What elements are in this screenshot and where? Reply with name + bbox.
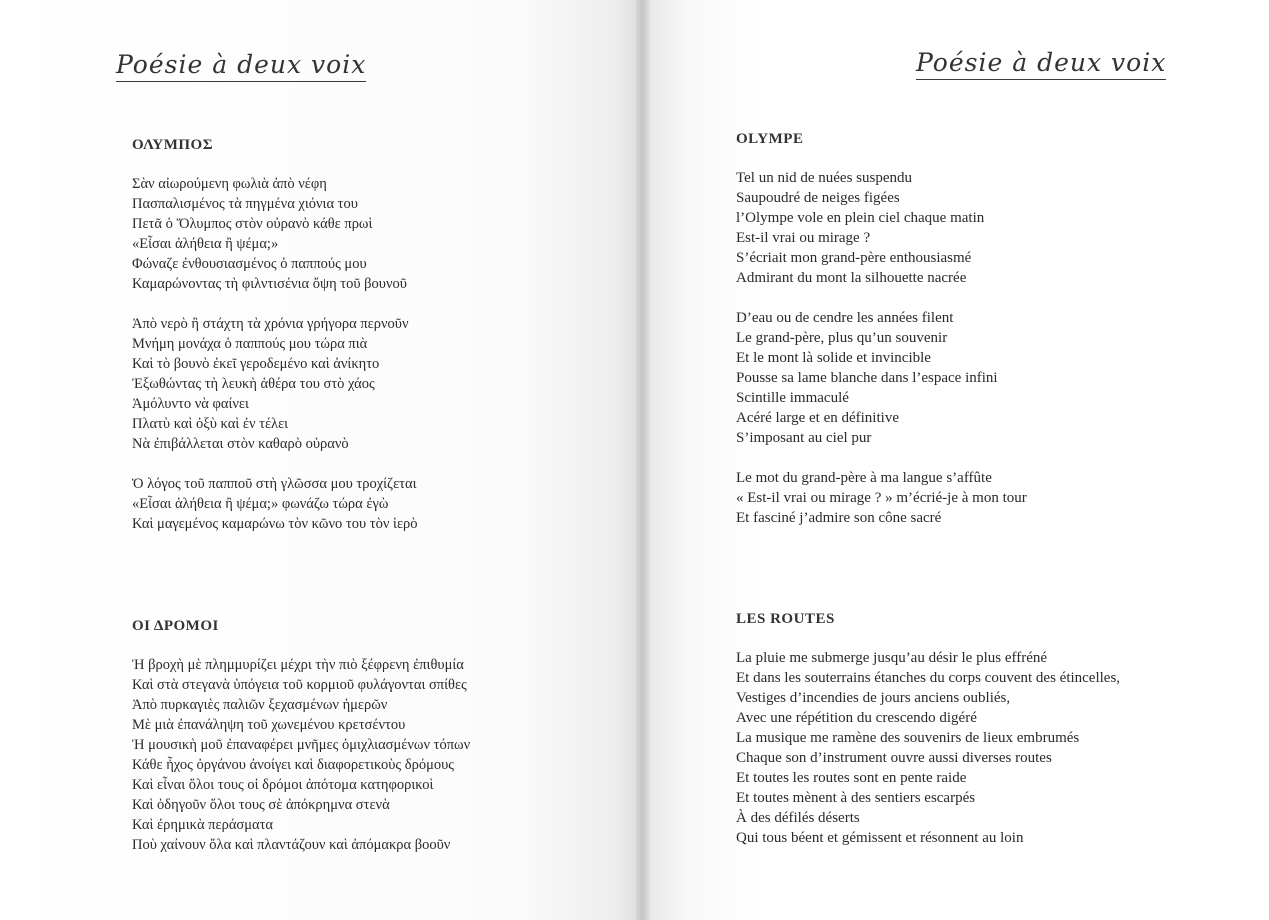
- poem-line: Avec une répétition du crescendo digéré: [736, 710, 977, 726]
- poem-line: Πετᾶ ὁ Ὄλυμπος στὸν οὐρανὸ κάθε πρωὶ: [132, 216, 373, 232]
- stanza: [132, 314, 418, 454]
- poem-line: D’eau ou de cendre les années filent: [736, 310, 954, 326]
- poem-line: Ἡ μουσικὴ μοῦ ἐπαναφέρει μνῆμες ὁμιχλιασμένων τόπων: [132, 737, 471, 753]
- poem-line: Καὶ ὁδηγοῦν ὅλοι τους σὲ ἀπόκρημνα στενὰ: [132, 797, 390, 813]
- stanza: [736, 468, 1027, 528]
- poem-line: Καὶ ἐρημικὰ περάσματα: [132, 817, 274, 833]
- poem-line: Καμαρώνοντας τὴ φιλντισένια ὄψη τοῦ βουνοῦ: [132, 276, 407, 292]
- poem-line: Ἀπὸ νερὸ ἢ στάχτη τὰ χρόνια γρήγορα περνοῦν: [132, 316, 409, 332]
- stanza: [132, 655, 470, 855]
- poem-line: Le mot du grand-père à ma langue s’affûte: [736, 470, 992, 486]
- running-title-right: Poésie à deux voix: [916, 48, 1166, 80]
- poem-line: Σὰν αἰωρούμενη φωλιὰ ἀπὸ νέφη: [132, 176, 327, 192]
- stanza: [736, 168, 1027, 288]
- poem-line: Admirant du mont la silhouette nacrée: [736, 270, 967, 286]
- poem-line: Acéré large et en définitive: [736, 410, 899, 426]
- poem-line: Καὶ τὸ βουνὸ ἐκεῖ γεροδεμένο καὶ ἀνίκητο: [132, 356, 380, 372]
- poem-line: Μνήμη μονάχα ὁ παππούς μου τώρα πιὰ: [132, 336, 368, 352]
- poem-line: Et le mont là solide et invincible: [736, 350, 931, 366]
- poem-line: Πλατὺ καὶ ὀξὺ καὶ ἐν τέλει: [132, 416, 289, 432]
- poem-line: Ὁ λόγος τοῦ παπποῦ στὴ γλῶσσα μου τροχίζεται: [132, 476, 417, 492]
- poem-line: Le grand-père, plus qu’un souvenir: [736, 330, 948, 346]
- poem-line: Μὲ μιὰ ἐπανάληψη τοῦ χωνεμένου κρετσέντου: [132, 717, 406, 733]
- running-title-left: Poésie à deux voix: [116, 50, 366, 82]
- poem-line: Καὶ εἶναι ὅλοι τους οἱ δρόμοι ἀπότομα κατηφορικοὶ: [132, 777, 434, 793]
- poem-line: Vestiges d’incendies de jours anciens oubliés,: [736, 690, 1011, 706]
- book-gutter: [636, 0, 650, 920]
- poem-line: À des défilés déserts: [736, 810, 860, 826]
- poem-olympe: [736, 131, 1027, 528]
- poem-line: Ἡ βροχὴ μὲ πλημμυρίζει μέχρι τὴν πιὸ ξέφρενη ἐπιθυμία: [132, 657, 464, 673]
- right-page: [650, 0, 1269, 920]
- poem-line: Et fasciné j’admire son cône sacré: [736, 510, 942, 526]
- poem-line: Et toutes mènent à des sentiers escarpés: [736, 790, 976, 806]
- poem-line: La pluie me submerge jusqu’au désir le plus effréné: [736, 650, 1048, 666]
- poem-line: «Εἶσαι ἀλήθεια ἢ ψέμα;» φωνάζω τώρα ἐγὼ: [132, 496, 389, 512]
- poem-line: Καὶ μαγεμένος καμαρώνω τὸν κῶνο του τὸν ἱερὸ: [132, 516, 418, 532]
- poem-line: Πασπαλισμένος τὰ πηγμένα χιόνια του: [132, 196, 358, 212]
- poem-title: OLYMPE: [736, 131, 804, 147]
- poem-line: Ποὺ χαίνουν ὅλα καὶ πλαντάζουν καὶ ἀπόμακρα βοοῦν: [132, 837, 451, 853]
- poem-line: « Est-il vrai ou mirage ? » m’écrié-je à mon tour: [736, 490, 1027, 506]
- poem-line: Φώναζε ἐνθουσιασμένος ὁ παππούς μου: [132, 256, 367, 272]
- poem-title: ΟΙ ΔΡΟΜΟΙ: [132, 618, 219, 634]
- poem-line: Chaque son d’instrument ouvre aussi diverses routes: [736, 750, 1052, 766]
- poem-line: La musique me ramène des souvenirs de lieux embrumés: [736, 730, 1080, 746]
- poem-olympos: [132, 137, 418, 534]
- poem-line: Ἐξωθώντας τὴ λευκὴ ἀθέρα του στὸ χάος: [132, 376, 375, 392]
- poem-line: Et dans les souterrains étanches du corps couvent des étincelles,: [736, 670, 1121, 686]
- poem-line: S’imposant au ciel pur: [736, 430, 872, 446]
- poem-line: S’écriait mon grand-père enthousiasmé: [736, 250, 972, 266]
- poem-line: Κάθε ἦχος ὀργάνου ἀνοίγει καὶ διαφορετικοὺς δρόμους: [132, 757, 455, 773]
- poem-line: Saupoudré de neiges figées: [736, 190, 900, 206]
- poem-oi-dromoi: [132, 618, 470, 855]
- poem-line: Et toutes les routes sont en pente raide: [736, 770, 967, 786]
- poem-line: l’Olympe vole en plein ciel chaque matin: [736, 210, 985, 226]
- stanza: [736, 308, 1027, 448]
- stanza: [736, 648, 1120, 848]
- stanza: [132, 174, 418, 294]
- poem-line: Est-il vrai ou mirage ?: [736, 230, 871, 246]
- poem-line: «Εἶσαι ἀλήθεια ἢ ψέμα;»: [132, 236, 279, 252]
- poem-title: ΟΛΥΜΠΟΣ: [132, 137, 214, 153]
- poem-line: Qui tous béent et gémissent et résonnent au loin: [736, 830, 1024, 846]
- poem-line: Ἀπὸ πυρκαγιὲς παλιῶν ξεχασμένων ἡμερῶν: [132, 697, 388, 713]
- poem-line: Ἀμόλυντο νὰ φαίνει: [132, 396, 249, 412]
- poem-line: Νὰ ἐπιβάλλεται στὸν καθαρὸ οὐρανὸ: [132, 436, 349, 452]
- poem-line: Tel un nid de nuées suspendu: [736, 170, 913, 186]
- poem-les-routes: [736, 611, 1120, 848]
- poem-line: Scintille immaculé: [736, 390, 849, 406]
- poem-line: Pousse sa lame blanche dans l’espace infini: [736, 370, 998, 386]
- poem-line: Καὶ στὰ στεγανὰ ὑπόγεια τοῦ κορμιοῦ φυλάγονται σπίθες: [132, 677, 467, 693]
- stanza: [132, 474, 418, 534]
- poem-title: LES ROUTES: [736, 611, 835, 627]
